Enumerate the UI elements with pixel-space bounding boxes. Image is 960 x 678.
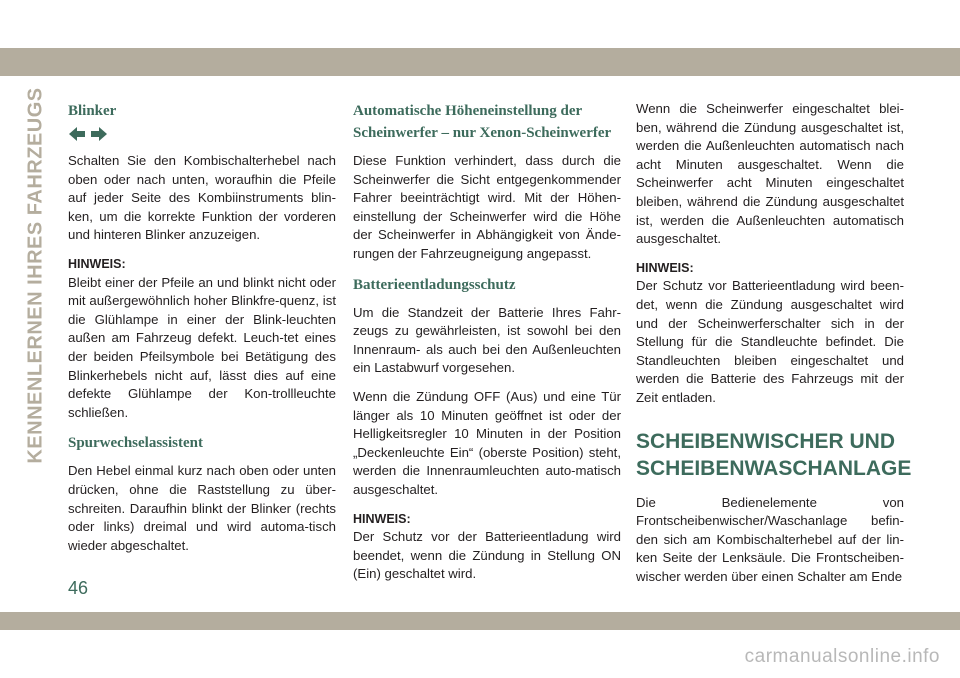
note-label: HINWEIS:: [636, 260, 694, 275]
column-3: [636, 100, 912, 596]
paragraph: Um die Standzeit der Batterie Ihres Fahr-zeugs zu gewährleisten, ist sowohl bei den Innenraum- als auch bei den Außenleuchten ein Lastabwurf vorgesehen.: [353, 304, 621, 376]
paragraph: Wenn die Zündung OFF (Aus) und eine Tür länger als 10 Minuten geöffnet ist oder der Helligkeitsregler 10 Minuten in der Position „Deckenleuchte Ein“ (oberste Position) steht, werden die Innenraumleuchten auto-matisch ausgeschaltet.: [353, 388, 621, 497]
turn-signal-icons: [68, 126, 336, 142]
column-1: [68, 100, 336, 565]
heading-hoeheneinstellung: Automatische Höheneinstellung der Scheinwerfer – nur Xenon-Scheinwerfer: [353, 103, 612, 141]
note-label: HINWEIS:: [68, 256, 126, 271]
footer-band: [0, 612, 960, 630]
note-label: HINWEIS:: [353, 511, 411, 526]
paragraph: Diese Funktion verhindert, dass durch die Scheinwerfer die Sicht entgegenkommender Fahrer beeinträchtigt wird. Mit der Höhen-einstellung der Scheinwerfer wird die Höhe der Scheinwerfer in Abhängigkeit von Ände-rungen der Fahrzeugneigung angepasst.: [353, 153, 621, 261]
note-text: Bleibt einer der Pfeile an und blinkt nicht oder mit außergewöhnlich hoher Blinkfre-quenz, ist die Glühlampe in einer der Blink-leuchten außen am Fahrzeug defekt. Leuch-tet eines der beiden Pfeilsymbole bei Betätigung des Blinkerhebels nicht auf, lässt dies auf eine defekte Glühlampe der Kon-trollleuchte schließen.: [68, 274, 336, 420]
paragraph: Frontscheibenwischer/Waschanlage befin-den sich am Kombischalterhebel auf der lin-ken Seite der Lenksäule. Die Frontscheiben-wischer werden über einen Schalter am Ende: [636, 513, 904, 584]
arrow-left-icon: [68, 126, 86, 142]
side-tab-label: KENNENLERNEN IHRES FAHRZEUGS: [24, 86, 47, 464]
arrow-right-icon: [90, 126, 108, 142]
heading-scheibenwischer: SCHEIBENWISCHER UND SCHEIBENWASCHANLAGE: [636, 429, 912, 480]
note-text: Der Schutz vor der Batterieentladung wird beendet, wenn die Zündung in Stellung ON (Ein) geschaltet wird.: [353, 529, 621, 582]
page-number: 46: [68, 578, 89, 598]
paragraph: Den Hebel einmal kurz nach oben oder unten drücken, ohne die Raststellung zu über-schreiten. Daraufhin blinkt der Blinker (rechts oder links) dreimal und wird automa-tisch wieder abgeschaltet.: [68, 463, 336, 553]
heading-blinker: Blinker: [68, 103, 117, 119]
heading-spurwechselassistent: Spurwechselassistent: [68, 435, 204, 452]
header-band: [0, 48, 960, 76]
heading-batterieentladungsschutz: Batterieentladungsschutz: [353, 276, 516, 293]
column-2: [353, 100, 621, 594]
paragraph: Wenn die Scheinwerfer eingeschaltet blei-ben, während die Zündung ausgeschaltet ist, werden die Außenleuchten automatisch nach acht Minuten ausgeschaltet. Wenn die Scheinwerfer acht Minuten eingeschaltet bleiben, während die Zündung ausgeschaltet ist, werden die Außenleuchten automatisch ausgeschaltet.: [636, 101, 904, 247]
paragraph-line: Die Bedienelemente von: [636, 494, 904, 510]
watermark: carmanualsonline.info: [744, 646, 940, 667]
side-tab: [22, 86, 50, 464]
note-text: Der Schutz vor Batterieentladung wird been-det, wenn die Zündung ausgeschaltet wird und der Scheinwerferschalter sich in der Stellung für die Standleuchte befindet. Die Standleuchten bleiben eingeschaltet und werden die Batterie des Fahrzeugs mit der Zeit entladen.: [636, 278, 904, 405]
paragraph: Schalten Sie den Kombischalterhebel nach oben oder nach unten, woraufhin die Pfeile auf jeder Seite des Kombiinstruments blin-ken, um die korrekte Funktion der vorderen und hinteren Blinker anzuzeigen.: [68, 153, 336, 243]
